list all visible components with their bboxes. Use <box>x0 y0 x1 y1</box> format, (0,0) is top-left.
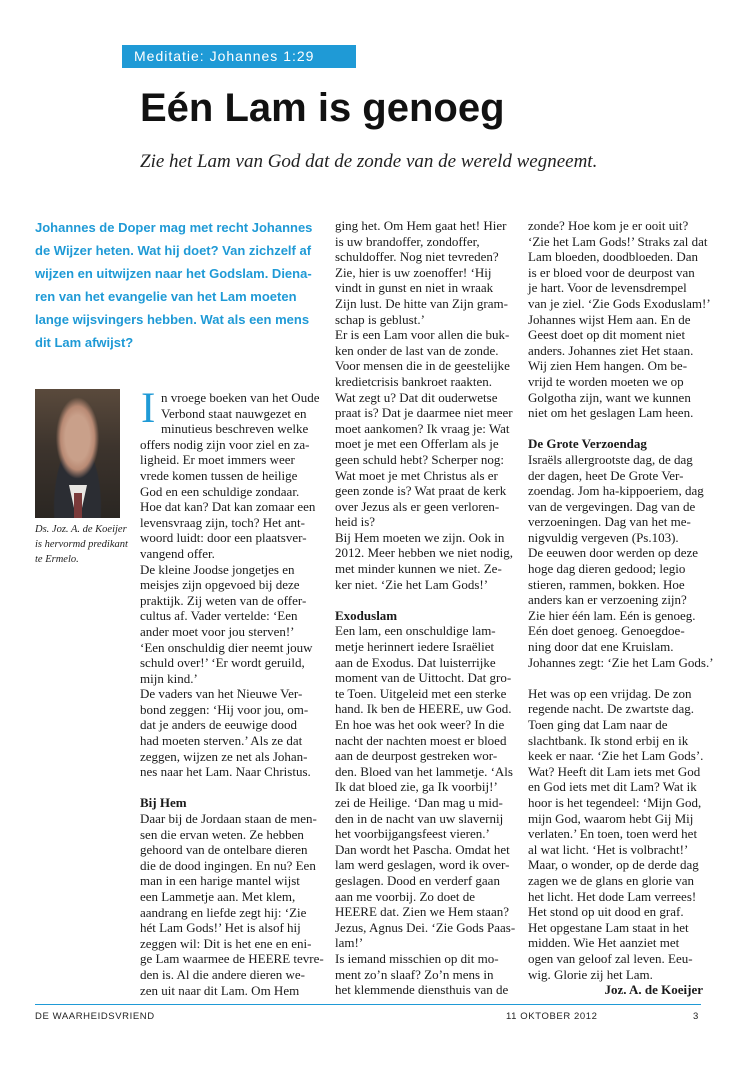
text-line: regende nacht. De zwartste dag. <box>528 701 695 717</box>
text-line: anders. Johannes ziet Het staan. <box>528 342 694 358</box>
text-line: cultus af. Vader vertelde: ‘Een <box>140 608 298 624</box>
tie <box>74 493 82 518</box>
text-line: hand. Ik ben de HEERE, uw God. <box>335 701 512 717</box>
text-line: 2012. Meer hebben we niet nodig, <box>335 545 513 561</box>
section-heading: Exoduslam <box>335 607 398 623</box>
text-line: Wat? Heeft dit Lam iets met God <box>528 763 701 779</box>
text-line: al wat licht. ‘Het is volbracht!’ <box>528 841 689 857</box>
text-line: een Lammetje aan. Met klem, <box>140 889 296 905</box>
text-line: Eén doet genoeg. Genoegdoe- <box>528 623 685 639</box>
footer-date: 11 OKTOBER 2012 <box>506 1011 598 1022</box>
text-line: n vroege boeken van het Oude <box>161 390 320 405</box>
text-line: vrede komen tussen de heilige <box>140 467 298 483</box>
text-line: man in een harige mantel wijst <box>140 873 300 889</box>
text-line: Wat zegt u? Dat dit ouderwetse <box>335 389 498 405</box>
text-line: ment zo’n slaaf? Zo’n mens in <box>335 966 494 982</box>
text-line: Geest doet op dit moment niet <box>528 327 686 343</box>
text-line: Is iemand misschien op dit mo- <box>335 950 499 966</box>
text-line: Zie, hier is uw zoenoffer! ‘Hij <box>335 264 492 280</box>
caption-line: Ds. Joz. A. de Koeijer <box>35 524 127 535</box>
text-line: De vaders van het Nieuwe Ver- <box>140 686 303 702</box>
text-line: Er is een Lam voor allen die buk- <box>335 327 510 343</box>
caption-line: te Ermelo. <box>35 554 79 566</box>
text-line: had moeten sterven.’ Als ze dat <box>140 733 303 749</box>
text-line: der dagen, heet De Grote Ver- <box>528 467 684 483</box>
text-line: mijn God, waarom hebt Gij Mij <box>528 810 694 826</box>
section-label: Meditatie: Johannes 1:29 <box>122 45 356 68</box>
text-line: Hoe dat kan? Dat kan zomaar een <box>140 499 316 515</box>
text-line: ogen van geloof zal leven. Eeu- <box>528 950 693 966</box>
text-line: nes naar het Lam. Naar Christus. <box>140 764 311 780</box>
text-line: Het stond op uit dood en graf. <box>528 904 684 920</box>
text-line: Verbond staat nauwgezet en <box>161 405 307 421</box>
text-line: Johannes zegt: ‘Zie het Lam Gods.’ <box>528 654 714 670</box>
text-line: midden. Wie Het aanziet met <box>528 935 680 951</box>
text-line: moet je met een Offerlam als je <box>335 436 499 452</box>
text-line: kredietcrisis bankroet raakten. <box>335 373 493 389</box>
text-line: geen schuld hebt? Scherper nog: <box>335 451 504 467</box>
column-1-opening <box>161 390 319 437</box>
text-line: ker niet. ‘Zie het Lam Gods!’ <box>335 576 489 592</box>
text-line: niet om het geslagen Lam heen. <box>528 405 694 421</box>
intro-line: wijzen en uitwijzen naar het Godslam. Diena- <box>35 266 312 282</box>
intro-line: dit Lam afwijst? <box>35 335 134 351</box>
intro-paragraph <box>35 216 320 355</box>
footer-publication: DE WAARHEIDSVRIEND <box>35 1011 155 1022</box>
text-line: vangend offer. <box>140 545 215 561</box>
text-line: lam werd geslagen, word ik over- <box>335 857 510 873</box>
text-line: Zie hier één lam. Eén is genoeg. <box>528 607 696 623</box>
text-line: met minder kunnen we niet. Ze- <box>335 561 502 577</box>
text-line: zei de Heilige. ‘Dan mag u mid- <box>335 794 503 810</box>
text-line: geen zonde is? Wat praat de kerk <box>335 483 507 499</box>
paragraph-gap <box>528 670 703 686</box>
text-line: Bij Hem moeten we zijn. Ook in <box>335 529 505 545</box>
section-heading: Bij Hem <box>140 795 187 811</box>
author-signature: Joz. A. de Koeijer <box>604 982 703 998</box>
text-line: metje herinnert iedere Israëliet <box>335 639 495 655</box>
text-line: anders kan er verzoening zijn? <box>528 592 687 608</box>
text-line: slachtbank. Ik stond erbij en ik <box>528 732 689 748</box>
text-line: aan me voorbij. Zo doet de <box>335 888 476 904</box>
text-line: nacht der nachten moest er bloed <box>335 732 507 748</box>
text-line: het voorbijgangsfeest vieren.’ <box>335 826 490 842</box>
text-line: stieren, rammen, bokken. Hoe <box>528 576 685 592</box>
caption-line: is hervormd predikant <box>35 539 128 551</box>
column-3 <box>528 218 714 998</box>
text-line: zonde? Hoe kom je er ooit uit? <box>528 218 689 233</box>
author-photo <box>35 389 120 518</box>
text-line: wig. Glorie zij het Lam. <box>528 966 653 982</box>
text-line: Ik dat bloed zie, ga Ik voorbij!’ <box>335 779 498 795</box>
text-line: Israëls allergrootste dag, de dag <box>528 451 693 467</box>
text-line: en God iets met dit Lam? Wat ik <box>528 779 697 795</box>
text-line: ken onder de last van de zonde. <box>335 342 499 358</box>
text-line: vrijd te worden moeten we op <box>528 373 684 389</box>
text-line: hoor is het tegendeel: ‘Mijn God, <box>528 794 702 810</box>
intro-line: Johannes de Doper mag met recht Johannes <box>35 220 313 235</box>
text-line: keek er naar. ‘Zie het Lam Gods’. <box>528 748 704 764</box>
text-line: die de dood ingingen. En nu? Een <box>140 857 316 873</box>
text-line: zen uit naar dit Lam. Om Hem <box>140 982 300 998</box>
text-line: geslagen. Dood en verderf gaan <box>335 872 500 888</box>
text-line: Zijn lust. De hitte van Zijn gram- <box>335 295 508 311</box>
text-line: schap is geblust.’ <box>335 311 425 327</box>
text-line: De eeuwen door werden op deze <box>528 545 699 561</box>
text-line: heid is? <box>335 514 376 530</box>
intro-line: lange wijsvingers hebben. Wat als een mens <box>35 312 310 328</box>
text-line: praktijk. Zij weten van de offer- <box>140 592 307 608</box>
text-line: moment van de Uittocht. Dat gro- <box>335 670 512 686</box>
text-line: God en een schuldige zondaar. <box>140 483 300 499</box>
text-line: van de vergevingen. Dag van de <box>528 498 696 514</box>
text-line: aan de Exodus. Dat luisterrijke <box>335 654 496 670</box>
page-number: 3 <box>693 1011 699 1022</box>
text-line: aan de deurpost gestreken wor- <box>335 748 498 764</box>
text-line: is er bloed voor de deurpost van <box>528 264 695 280</box>
text-line: is uw brandoffer, zondoffer, <box>335 233 480 249</box>
text-line: Johannes wijst Hem aan. En de <box>528 311 691 327</box>
text-line: offers nodig zijn voor ziel en za- <box>140 436 310 452</box>
text-line: hoge dag dieren gedood; legio <box>528 561 686 577</box>
text-line: verzoeningen. Dag van het me- <box>528 514 691 530</box>
text-line: ander moet voor jou sterven!’ <box>140 623 295 639</box>
text-line: Voor mensen die in de geestelijke <box>335 358 510 374</box>
text-line: schuldoffer. Nog niet tevreden? <box>335 249 499 265</box>
text-line: Toen ging dat Lam naar de <box>528 717 668 732</box>
text-line: Een lam, een onschuldige lam- <box>335 623 496 639</box>
text-line: verlaten.’ En toen, toen werd het <box>528 826 698 842</box>
text-line: over Jezus als er geen verloren- <box>335 498 500 514</box>
text-line: Lam bloeden, doodbloeden. Dan <box>528 249 699 265</box>
text-line: Golgotha zijn, want we kunnen <box>528 389 691 405</box>
text-line: zeggen wil: Dit is het ene en eni- <box>140 935 312 951</box>
intro-line: de Wijzer heten. Wat hij doet? Van zichzelf af <box>35 243 312 259</box>
text-line: HEERE dat. Zien we Hem staan? <box>335 904 509 920</box>
text-line: gehoord van de ontelbare dieren <box>140 842 308 858</box>
text-line: ‘Een onschuldig dier neemt jouw <box>140 639 313 655</box>
text-line: hét Lam Gods!’ Het is alsof hij <box>140 920 301 936</box>
text-line: Het opgestane Lam staat in het <box>528 919 689 935</box>
text-line: den. Bloed van het lammetje. ‘Als <box>335 763 513 779</box>
drop-cap: I <box>141 385 156 432</box>
text-line: De kleine Joodse jongetjes en <box>140 561 295 577</box>
text-line: vindt in gunst en niet in wraak <box>335 280 494 296</box>
paragraph-gap <box>140 780 324 796</box>
text-line: Wij zien Hem hangen. Om be- <box>528 358 688 374</box>
text-line: ‘Zie het Lam Gods!’ Straks zal dat <box>528 233 708 249</box>
section-heading: De Grote Verzoendag <box>528 436 647 452</box>
text-line: bond zeggen: ‘Hij voor jou, om- <box>140 701 309 717</box>
text-line: lam!’ <box>335 935 364 951</box>
text-line: ge Lam waarmee de HEERE tevre- <box>140 951 324 967</box>
paragraph-gap <box>528 421 703 437</box>
text-line: woord luidt: door een plaatsver- <box>140 530 307 546</box>
text-line: levensvraag zijn, toch? Het ant- <box>140 514 305 530</box>
text-line: minutieus beschreven welke <box>161 421 309 437</box>
text-line: En hoe was het ook weer? In die <box>335 717 505 732</box>
text-line: Wat moet je met Christus als er <box>335 467 498 483</box>
footer-rule <box>35 1004 701 1005</box>
text-line: den in de nacht van uw slavernij <box>335 810 504 826</box>
text-line: mijn kind.’ <box>140 670 198 686</box>
text-line: te Toen. Uitgeleid met een sterke <box>335 685 507 701</box>
photo-caption <box>35 522 128 567</box>
paragraph-gap <box>335 592 515 608</box>
text-line: praat is? Dat je daarmee niet meer <box>335 405 513 421</box>
column-2 <box>335 218 515 998</box>
article-subtitle: Zie het Lam van God dat de zonde van de wereld wegneemt. <box>140 151 598 172</box>
text-line: ning door dat ene Kruislam. <box>528 639 674 655</box>
text-line: het klemmende diensthuis van de <box>335 982 509 998</box>
text-line: Jezus, Agnus Dei. ‘Zie Gods Paas- <box>335 919 516 935</box>
text-line: Maar, o wonder, op de derde dag <box>528 857 699 873</box>
text-line: Daar bij de Jordaan staan de men- <box>140 811 317 827</box>
text-line: den is. Al die andere dieren we- <box>140 966 305 982</box>
text-line: aandrang en liefde zegt hij: ‘Zie <box>140 904 307 920</box>
text-line: moet aankomen? Ik vraag je: Wat <box>335 420 510 436</box>
intro-line: ren van het evangelie van het Lam moeten <box>35 289 297 305</box>
text-line: nigvuldig vergeven (Ps.103). <box>528 529 679 545</box>
text-line: schuld over!’ ‘Er wordt geruild, <box>140 655 305 671</box>
text-line: zeggen, wijzen ze net als Johan- <box>140 748 308 764</box>
text-line: meisjes zijn opgevoed bij deze <box>140 577 300 593</box>
text-line: ligheid. Er moet immers weer <box>140 452 295 468</box>
text-line: zoendag. Jom ha-kippoeriem, dag <box>528 483 704 499</box>
text-line: Dan wordt het Pascha. Omdat het <box>335 841 510 857</box>
text-line: je hart. Voor de levensdrempel <box>528 280 687 296</box>
text-line: ging het. Om Hem gaat het! Hier <box>335 218 507 233</box>
article-title: Eén Lam is genoeg <box>140 86 505 130</box>
text-line: het licht. Het dode Lam verrees! <box>528 888 697 904</box>
column-1 <box>140 437 324 998</box>
text-line: Het was op een vrijdag. De zon <box>528 685 692 701</box>
text-line: sen die ervan weten. Ze hebben <box>140 826 304 842</box>
text-line: dat je anders de eeuwige dood <box>140 717 298 733</box>
text-line: van je ziel. ‘Zie Gods Exoduslam!’ <box>528 295 711 311</box>
text-line: zagen we de glans en glorie van <box>528 872 695 888</box>
